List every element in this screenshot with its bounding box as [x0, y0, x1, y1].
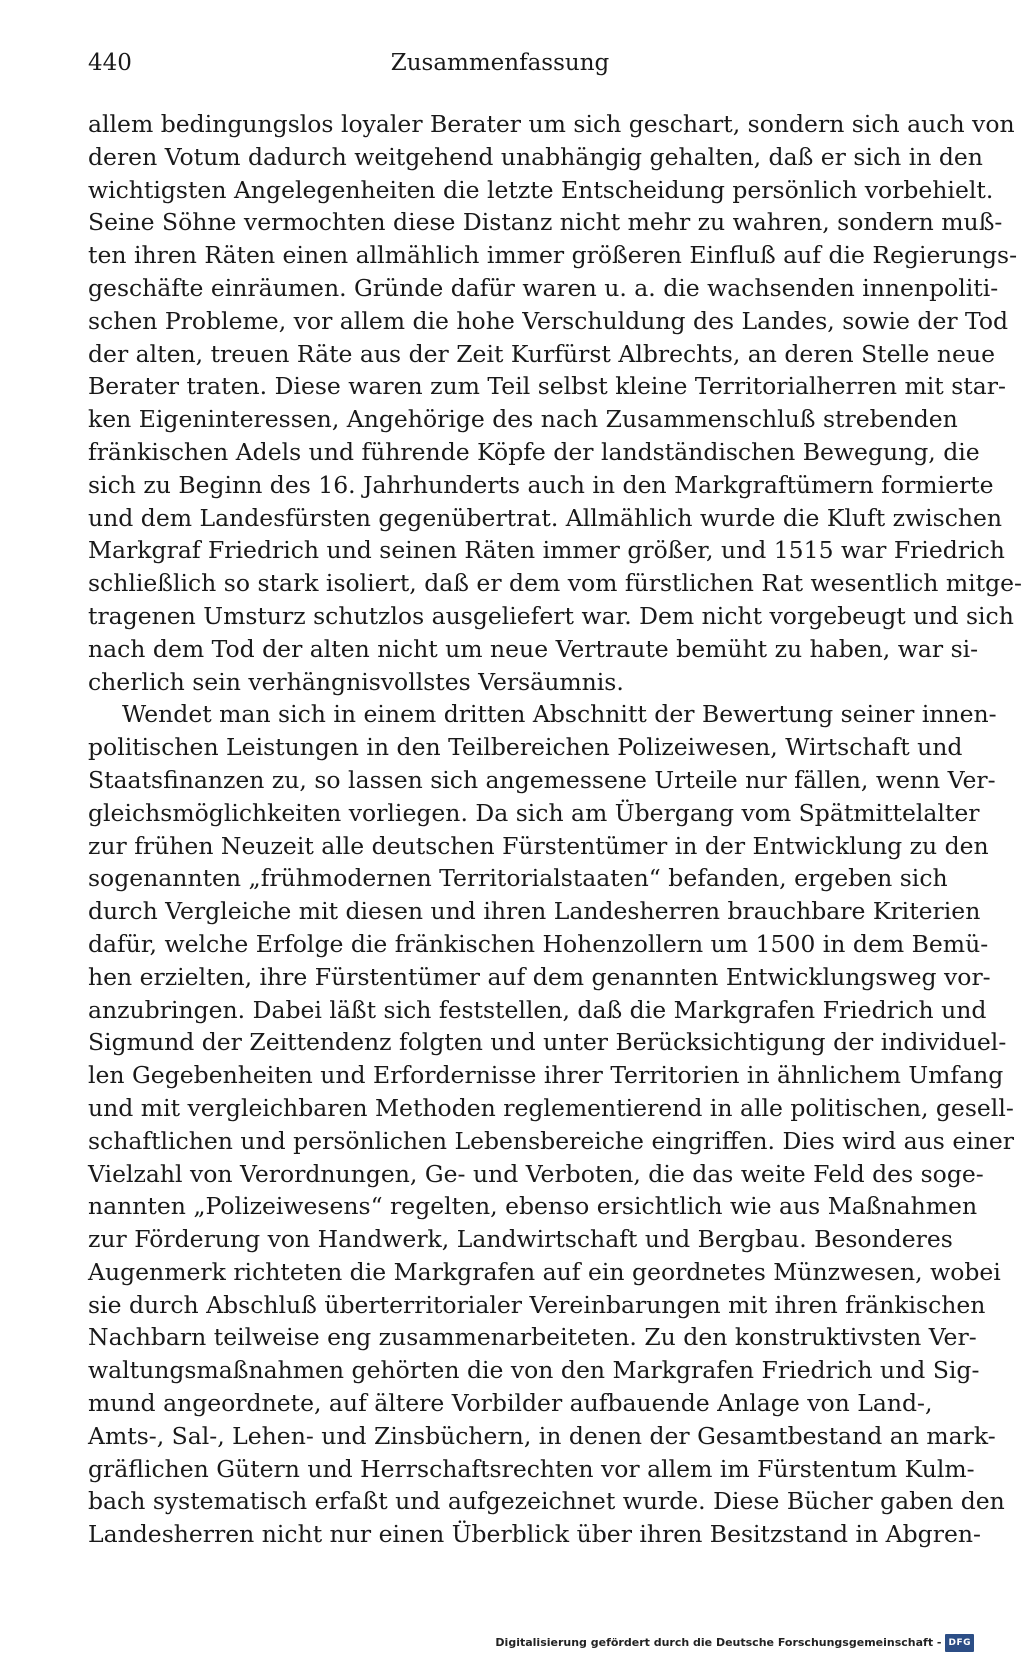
text-line: zur Förderung von Handwerk, Landwirtschaft und Bergbau. Besonderes	[88, 1225, 953, 1254]
text-line: Markgraf Friedrich und seinen Räten immer größer, und 1515 war Friedrich	[88, 536, 1005, 565]
text-line: deren Votum dadurch weitgehend unabhängig gehalten, daß er sich in den	[88, 142, 983, 171]
text-line: sie durch Abschluß überterritorialer Vereinbarungen mit ihren fränkischen	[88, 1290, 986, 1319]
text-line: hen erzielten, ihre Fürstentümer auf dem genannten Entwicklungsweg vor-	[88, 962, 991, 991]
text-line: Berater traten. Diese waren zum Teil selbst kleine Territorialherren mit star-	[88, 372, 1006, 401]
text-line: und dem Landesfürsten gegenübertrat. Allmählich wurde die Kluft zwischen	[88, 503, 1003, 532]
text-line: der alten, treuen Räte aus der Zeit Kurfürst Albrechts, an deren Stelle neue	[88, 339, 996, 368]
body-text	[88, 108, 1022, 1551]
text-line: fränkischen Adels und führende Köpfe der landständischen Bewegung, die	[88, 437, 980, 466]
text-line: Wendet man sich in einem dritten Abschnitt der Bewertung seiner innen-	[122, 700, 997, 729]
text-line: gleichsmöglichkeiten vorliegen. Da sich am Übergang vom Spätmittelalter	[88, 798, 980, 827]
running-title: Zusammenfassung	[390, 50, 610, 76]
text-line: sich zu Beginn des 16. Jahrhunderts auch in den Markgraftümern formierte	[88, 470, 994, 499]
text-line: Seine Söhne vermochten diese Distanz nicht mehr zu wahren, sondern muß-	[88, 208, 1003, 237]
text-line: waltungsmaßnahmen gehörten die von den Markgrafen Friedrich und Sig-	[88, 1356, 980, 1385]
footer-text: Digitalisierung gefördert durch die Deutsche Forschungsgemeinschaft -	[495, 1636, 942, 1649]
text-line: schließlich so stark isoliert, daß er dem vom fürstlichen Rat wesentlich mitge-	[88, 569, 1022, 598]
digitization-footer	[495, 1634, 974, 1652]
text-line: Augenmerk richteten die Markgrafen auf ein geordnetes Münzwesen, wobei	[88, 1257, 1001, 1286]
text-line: nannten „Polizeiwesens“ regelten, ebenso ersichtlich wie aus Maßnahmen	[88, 1192, 978, 1221]
text-line: tragenen Umsturz schutzlos ausgeliefert war. Dem nicht vorgebeugt und sich	[88, 601, 1014, 630]
text-line: anzubringen. Dabei läßt sich feststellen, daß die Markgrafen Friedrich und	[88, 995, 987, 1024]
text-line: Amts-, Sal-, Lehen- und Zinsbüchern, in denen der Gesamtbestand an mark-	[88, 1421, 996, 1450]
text-line: schen Probleme, vor allem die hohe Verschuldung des Landes, sowie der Tod	[88, 306, 1009, 335]
text-line: dafür, welche Erfolge die fränkischen Hohenzollern um 1500 in dem Bemü-	[88, 929, 989, 958]
text-line: und mit vergleichbaren Methoden reglementierend in alle politischen, gesell-	[88, 1093, 1014, 1122]
text-line: ten ihren Räten einen allmählich immer größeren Einfluß auf die Regierungs-	[88, 241, 1018, 270]
text-line: Sigmund der Zeittendenz folgten und unter Berücksichtigung der individuel-	[88, 1028, 1007, 1057]
text-line: durch Vergleiche mit diesen und ihren Landesherren brauchbare Kriterien	[88, 897, 981, 926]
text-line: Landesherren nicht nur einen Überblick über ihren Besitzstand in Abgren-	[88, 1520, 981, 1549]
text-line: geschäfte einräumen. Gründe dafür waren u. a. die wachsenden innenpoliti-	[88, 273, 999, 302]
text-line: schaftlichen und persönlichen Lebensbereiche eingriffen. Dies wird aus einer	[88, 1126, 1015, 1155]
text-line: bach systematisch erfaßt und aufgezeichnet wurde. Diese Bücher gaben den	[88, 1487, 1005, 1516]
text-line: nach dem Tod der alten nicht um neue Vertraute bemüht zu haben, war si-	[88, 634, 979, 663]
text-line: zur frühen Neuzeit alle deutschen Fürstentümer in der Entwicklung zu den	[88, 831, 989, 860]
page-header	[88, 46, 912, 80]
page-number: 440	[88, 50, 132, 76]
text-line: Nachbarn teilweise eng zusammenarbeiteten. Zu den konstruktivsten Ver-	[88, 1323, 977, 1352]
text-line: len Gegebenheiten und Erfordernisse ihrer Territorien in ähnlichem Umfang	[88, 1061, 1004, 1090]
dfg-logo: DFG	[945, 1634, 974, 1652]
text-line: Staatsfinanzen zu, so lassen sich angemessene Urteile nur fällen, wenn Ver-	[88, 765, 996, 794]
text-line: allem bedingungslos loyaler Berater um sich geschart, sondern sich auch von	[88, 110, 1015, 138]
text-line: gräflichen Gütern und Herrschaftsrechten vor allem im Fürstentum Kulm-	[88, 1454, 975, 1483]
text-line: cherlich sein verhängnisvollstes Versäumnis.	[88, 667, 624, 696]
text-line: ken Eigeninteressen, Angehörige des nach Zusammenschluß strebenden	[88, 405, 958, 434]
text-line: mund angeordnete, auf ältere Vorbilder aufbauende Anlage von Land-,	[88, 1389, 933, 1418]
text-line: politischen Leistungen in den Teilbereichen Polizeiwesen, Wirtschaft und	[88, 733, 963, 762]
text-line: wichtigsten Angelegenheiten die letzte Entscheidung persönlich vorbehielt.	[88, 175, 994, 204]
text-line: sogenannten „frühmodernen Territorialstaaten“ befanden, ergeben sich	[88, 864, 948, 893]
text-line: Vielzahl von Verordnungen, Ge- und Verboten, die das weite Feld des soge-	[88, 1159, 984, 1188]
